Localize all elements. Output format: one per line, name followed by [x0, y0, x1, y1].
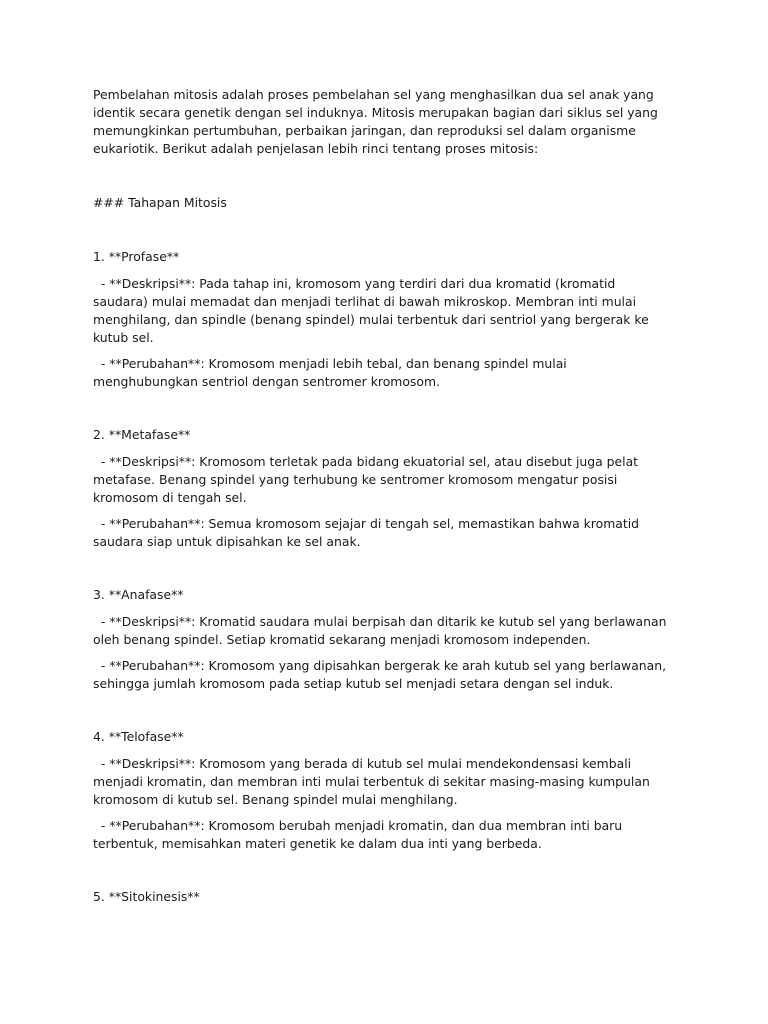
document-page [93, 86, 673, 906]
step-description-metafase: - **Deskripsi**: Kromosom terletak pada bidang ekuatorial sel, atau disebut juga pelat metafase. Benang spindel yang terhubung ke sentromer kromosom mengatur posisi kromosom di tengah sel. [93, 454, 642, 505]
step-title-telofase: 4. **Telofase** [93, 729, 184, 744]
step-title-sitokinesis: 5. **Sitokinesis** [93, 889, 200, 904]
step-change-profase: - **Perubahan**: Kromosom menjadi lebih tebal, dan benang spindel mulai menghubungkan sentriol dengan sentromer kromosom. [93, 356, 571, 389]
intro-paragraph: Pembelahan mitosis adalah proses pembelahan sel yang menghasilkan dua sel anak yang identik secara genetik dengan sel induknya. Mitosis merupakan bagian dari siklus sel yang memungkinkan pertumbuhan, perbaikan jaringan, dan reproduksi sel dalam organisme eukariotik. Berikut adalah penjelasan lebih rinci tentang proses mitosis: [93, 87, 662, 156]
step-change-telofase: - **Perubahan**: Kromosom berubah menjadi kromatin, dan dua membran inti baru terbentuk, memisahkan materi genetik ke dalam dua inti yang berbeda. [93, 818, 627, 851]
step-title-metafase: 2. **Metafase** [93, 427, 191, 442]
step-description-profase: - **Deskripsi**: Pada tahap ini, kromosom yang terdiri dari dua kromatid (kromatid saudara) mulai memadat dan menjadi terlihat di bawah mikroskop. Membran inti mulai menghilang, dan spindle (benang spindel) mulai terbentuk dari sentriol yang bergerak ke kutub sel. [93, 276, 653, 345]
section-heading: ### Tahapan Mitosis [93, 195, 227, 210]
step-title-anafase: 3. **Anafase** [93, 587, 184, 602]
step-title-profase: 1. **Profase** [93, 249, 180, 264]
step-change-anafase: - **Perubahan**: Kromosom yang dipisahkan bergerak ke arah kutub sel yang berlawanan, sehingga jumlah kromosom pada setiap kutub sel menjadi setara dengan sel induk. [93, 658, 670, 691]
step-description-anafase: - **Deskripsi**: Kromatid saudara mulai berpisah dan ditarik ke kutub sel yang berlawanan oleh benang spindel. Setiap kromatid sekarang menjadi kromosom independen. [93, 614, 671, 647]
step-change-metafase: - **Perubahan**: Semua kromosom sejajar di tengah sel, memastikan bahwa kromatid saudara siap untuk dipisahkan ke sel anak. [93, 516, 643, 549]
step-description-telofase: - **Deskripsi**: Kromosom yang berada di kutub sel mulai mendekondensasi kembali menjadi kromatin, dan membran inti mulai terbentuk di sekitar masing-masing kumpulan kromosom di kutub sel. Benang spindel mulai menghilang. [93, 756, 654, 807]
